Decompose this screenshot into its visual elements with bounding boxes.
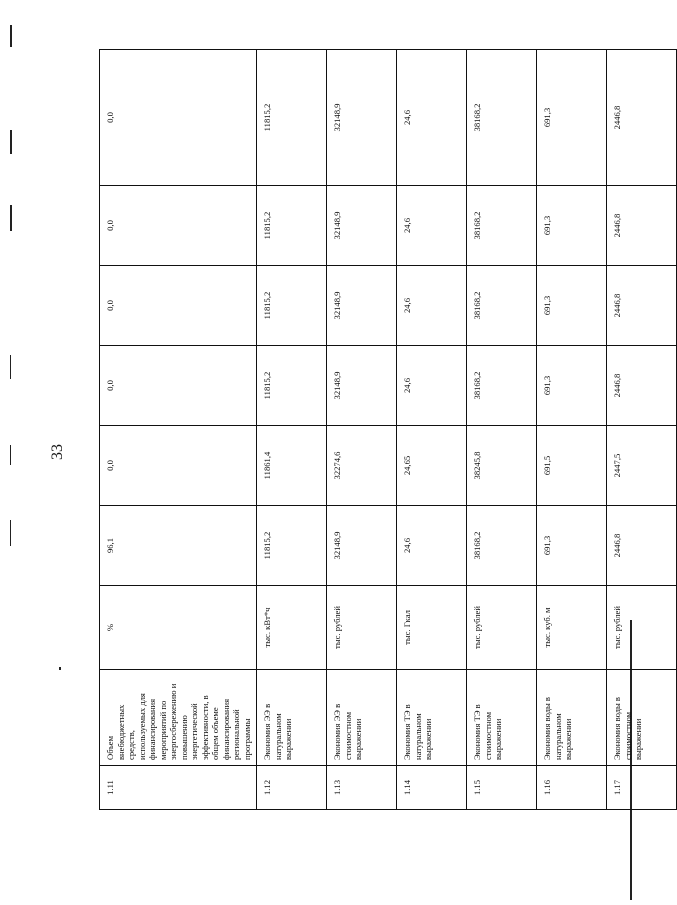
value-cell: 11815,2	[257, 50, 327, 186]
scan-mark	[59, 667, 61, 670]
scan-mark	[10, 355, 11, 379]
value-cell: 38168,2	[467, 266, 537, 346]
unit-cell: %	[100, 586, 257, 670]
value-cell: 691,3	[537, 266, 607, 346]
value-cell: 32148,9	[327, 186, 397, 266]
value-cell: 0,0	[100, 50, 257, 186]
value-cell: 2446,8	[607, 50, 677, 186]
indicator-label: Экономия ЭЭ в натуральном выражении	[257, 670, 327, 766]
value-cell: 2446,8	[607, 346, 677, 426]
indicators-table	[99, 49, 677, 810]
table-row	[537, 50, 607, 810]
indicator-label: Экономия воды в натуральном выражении	[537, 670, 607, 766]
table-row	[257, 50, 327, 810]
unit-cell: тыс. кВт*ч	[257, 586, 327, 670]
value-cell: 11815,2	[257, 506, 327, 586]
value-cell: 38168,2	[467, 506, 537, 586]
value-cell: 11815,2	[257, 186, 327, 266]
row-number: 1.14	[397, 766, 467, 810]
unit-cell: тыс. куб. м	[537, 586, 607, 670]
row-number: 1.15	[467, 766, 537, 810]
value-cell: 24,6	[397, 50, 467, 186]
value-cell: 11815,2	[257, 346, 327, 426]
value-cell: 38168,2	[467, 346, 537, 426]
value-cell: 38245,8	[467, 426, 537, 506]
value-cell: 32148,9	[327, 506, 397, 586]
value-cell: 691,5	[537, 426, 607, 506]
indicator-label: Экономия ЭЭ в стоимостном выражении	[327, 670, 397, 766]
value-cell: 24,6	[397, 506, 467, 586]
value-cell: 2446,8	[607, 266, 677, 346]
table-row	[100, 50, 257, 810]
unit-cell: тыс. рублей	[467, 586, 537, 670]
indicator-label: Экономия ТЭ в стоимостном выражении	[467, 670, 537, 766]
row-number: 1.11	[100, 766, 257, 810]
value-cell: 32148,9	[327, 50, 397, 186]
scan-mark	[10, 25, 12, 47]
page-number: 33	[49, 444, 66, 460]
table-row	[397, 50, 467, 810]
scan-mark	[10, 445, 11, 465]
value-cell: 11861,4	[257, 426, 327, 506]
value-cell: 32274,6	[327, 426, 397, 506]
value-cell: 24,6	[397, 346, 467, 426]
value-cell: 691,3	[537, 186, 607, 266]
value-cell: 691,3	[537, 506, 607, 586]
unit-cell: тыс. рублей	[607, 586, 677, 670]
value-cell: 691,3	[537, 50, 607, 186]
value-cell: 32148,9	[327, 346, 397, 426]
value-cell: 38168,2	[467, 186, 537, 266]
value-cell: 2446,8	[607, 506, 677, 586]
value-cell: 24,6	[397, 266, 467, 346]
row-number: 1.12	[257, 766, 327, 810]
scan-mark	[10, 205, 12, 231]
value-cell: 96,1	[100, 506, 257, 586]
scan-mark	[10, 130, 12, 154]
indicator-label: Экономия ТЭ в натуральном выражении	[397, 670, 467, 766]
unit-cell: тыс. рублей	[327, 586, 397, 670]
value-cell: 0,0	[100, 346, 257, 426]
table-row	[327, 50, 397, 810]
value-cell: 24,6	[397, 186, 467, 266]
value-cell: 2446,8	[607, 186, 677, 266]
row-number: 1.16	[537, 766, 607, 810]
row-number: 1.13	[327, 766, 397, 810]
value-cell: 0,0	[100, 186, 257, 266]
indicator-label: Объем внебюджетных средств, используемых для финансирования мероприятий по энергосбережению и повышению энергетической эффективности, в общем объеме финансирования региональной программы	[100, 670, 257, 766]
table-row	[607, 50, 677, 810]
unit-cell: тыс. Гкал	[397, 586, 467, 670]
value-cell: 0,0	[100, 266, 257, 346]
row-number: 1.17	[607, 766, 677, 810]
value-cell: 2447,5	[607, 426, 677, 506]
value-cell: 38168,2	[467, 50, 537, 186]
indicator-label: Экономия воды в стоимостном выражении	[607, 670, 677, 766]
table-body	[100, 50, 677, 810]
table-row	[467, 50, 537, 810]
value-cell: 24,65	[397, 426, 467, 506]
value-cell: 11815,2	[257, 266, 327, 346]
value-cell: 691,3	[537, 346, 607, 426]
value-cell: 32148,9	[327, 266, 397, 346]
value-cell: 0,0	[100, 426, 257, 506]
data-table-container	[99, 50, 645, 810]
rotated-table	[99, 50, 645, 810]
scan-mark	[10, 520, 11, 546]
